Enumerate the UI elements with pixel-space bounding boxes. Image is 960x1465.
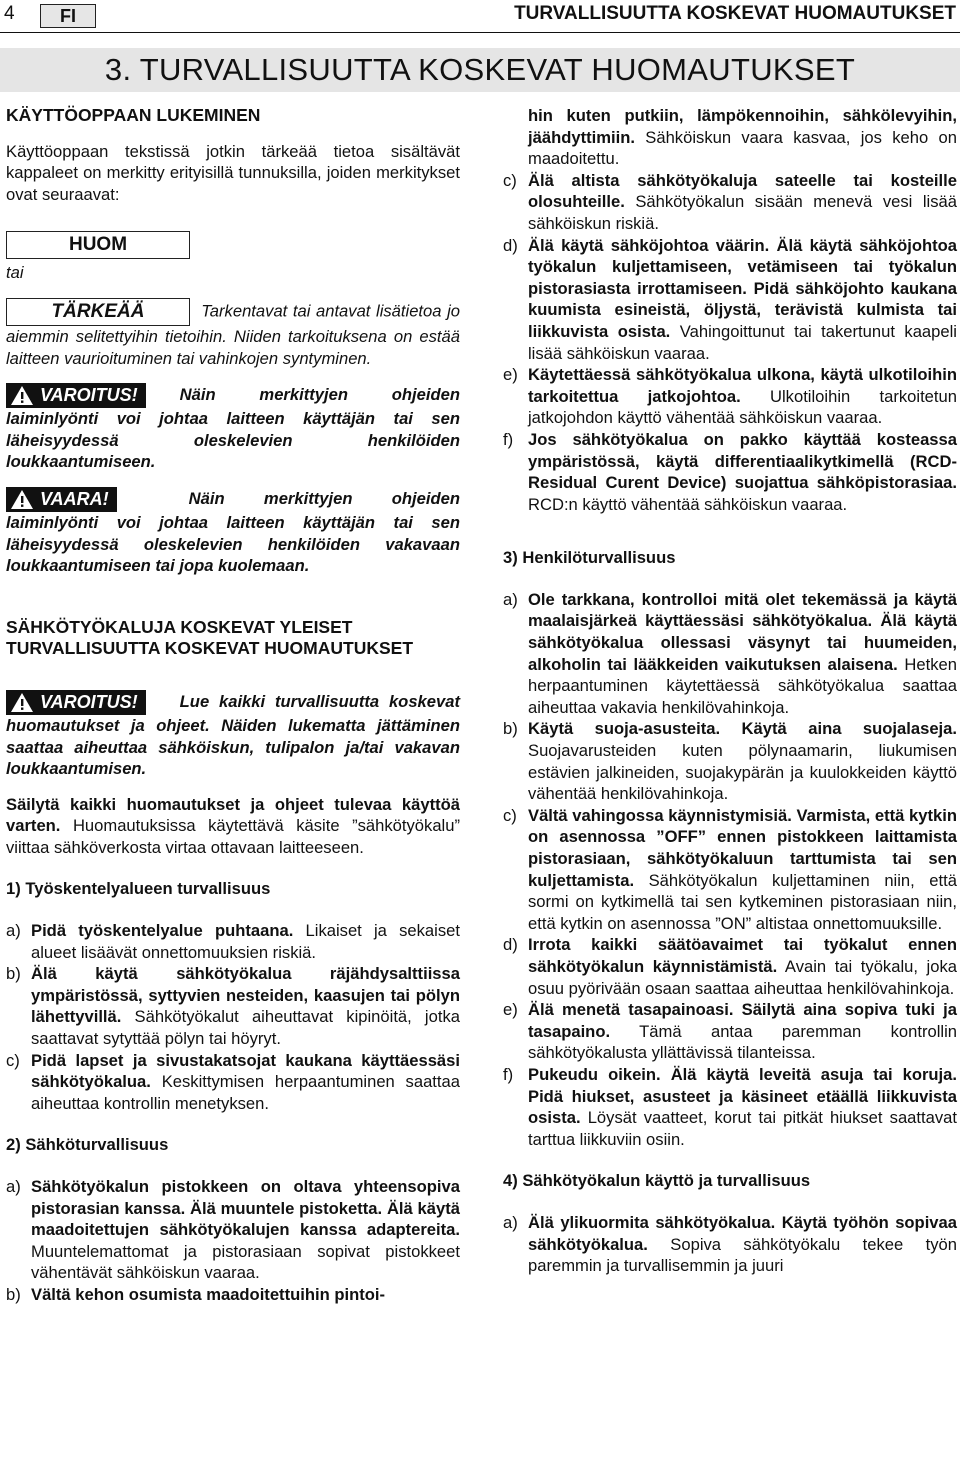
section-4-title: 4) Sähkötyökalun käyttö ja turvallisuus [503, 1171, 811, 1191]
section-2-list [6, 1176, 460, 1306]
huom-label-box: HUOM [6, 231, 190, 259]
reading-intro: Käyttöoppaan tekstissä jotkin tärkeää tietoa sisältävät kappaleet on merkitty erityisillä tunnuksilla, joiden merkitykset ovat seuraavat: [6, 141, 460, 204]
warning-icon [10, 692, 34, 713]
section-3-title: 3) Henkilöturvallisuus [503, 548, 676, 568]
warning-icon [10, 385, 34, 406]
list-item: b) Käytä suoja-asusteita. Käytä aina suojalaseja. Suojavarusteiden kuten pölynaamarin, liukumisen estävien jalkineiden, suojakypärän ja kuulokkeiden käyttö vähentää henkilövahinkoja. [503, 719, 957, 804]
list-item: c) Vältä vahingossa käynnistymisiä. Varmista, että kytkin on asennossa ”OFF” ennen pistokkeen laittamista pistorasiaan, sähkötyökaluun tarttumista tai sen kuljettamista. Sähkötyökalun kuljettaminen niin, että sormi on kytkimellä tai sen kytkeminen pistorasiaan niin, että kytkin on asennossa ”ON” altistaa onnettomuuksille. [503, 805, 957, 933]
tarkeaa-text: Tarkentavat tai antavat lisätietoa jo aiemmin selitettyihin tietoihin. Niiden tarkoituksena on estää laitteen vaurioituminen tai vahinkojen syntyminen. [6, 301, 460, 368]
varoitus-label: VAROITUS! [6, 383, 146, 408]
warning-icon [10, 489, 34, 510]
general-warning-label: VAROITUS! [6, 690, 146, 715]
page-number: 4 [4, 3, 15, 24]
list-item: e) Käytettäessä sähkötyökalua ulkona, käytä ulkotiloihin tarkoitettua jatkojohtoa. Ulkotiloihin tarkoitetun jatkojohdon käyttö vähentää sähköiskun vaaraa. [503, 365, 957, 428]
varoitus-text: Näin merkittyjen ohjeiden laiminlyönti voi johtaa laitteen käyttäjän tai sen läheisyydessä oleskelevien henkilöiden loukkaantumiseen. [6, 385, 460, 472]
list-item: f) Jos sähkötyökalua on pakko käyttää kosteassa ympäristössä, käytä differentiaalikytkimellä (RCD-Residual Curent Device) suojattua sähköpistorasiaa. RCD:n käyttö vähentää sähköiskun vaaraa. [503, 429, 957, 514]
list-item: c) Älä altista sähkötyökaluja sateelle tai kosteille olosuhteille. Sähkötyökalun sisään menevä vesi lisää sähköiskun riskiä. [503, 170, 957, 233]
list-item: a) Ole tarkkana, kontrolloi mitä olet tekemässä ja käytä maalaisjärkeä käyttäessäsi sähkötyökalua. Älä käytä sähkötyökalua ollessasi väsynyt tai huumeiden, alkoholin tai lääkkeiden vaikutuksen alaisena. Hetken herpaantuminen käytettäessä sähkötyökalua saattaa aiheuttaa vakavia henkilövahinkoja. [503, 589, 957, 717]
language-badge: FI [40, 4, 96, 28]
list-item: a) Sähkötyökalun pistokkeen on oltava yhteensopiva pistorasian kanssa. Älä muuntele pistoketta. Älä käytä maadoitettujen sähkötyökalujen kanssa adaptereita. Muuntelemattomat ja pistorasiaan sopivat pistokkeet vähentävät sähköiskun vaaraa. [6, 1177, 460, 1283]
list-item: b) Vältä kehon osumista maadoitettuihin pintoi- [6, 1284, 386, 1304]
list-item: c) Pidä lapset ja sivustakatsojat kaukana käyttäessäsi sähkötyökalua. Keskittymisen herpaantuminen saattaa aiheuttaa kontrollin menetyksen. [6, 1050, 460, 1113]
list-item: a) Älä ylikuormita sähkötyökalua. Käytä työhön sopivaa sähkötyökalua. Sopiva sähkötyökalu tekee työn paremmin ja turvallisemmin ja juuri [503, 1212, 957, 1276]
vaara-text: Näin merkittyjen ohjeiden laiminlyönti voi johtaa laitteen käyttäjän tai sen läheisyydessä oleskelevien henkilöiden vakavaan loukkaantumiseen tai jopa kuolemaan. [6, 488, 460, 576]
section-2-title: 2) Sähköturvallisuus [6, 1135, 169, 1155]
list-item: a) Pidä työskentelyalue puhtaana. Likaiset ja sekaiset alueet lisäävät onnettomuuksien riskiä. [6, 921, 460, 962]
header-divider [0, 32, 960, 33]
section-1-title: 1) Työskentelyalueen turvallisuus [6, 879, 271, 899]
right-column [503, 105, 957, 1277]
header-title: TURVALLISUUTTA KOSKEVAT HUOMAUTUKSET [514, 3, 956, 24]
general-heading: SÄHKÖTYÖKALUJA KOSKEVAT YLEISET TURVALLISUUTTA KOSKEVAT HUOMAUTUKSET [6, 616, 414, 659]
list-item: d) Älä käytä sähköjohtoa väärin. Älä käytä sähköjohtoa työkalun kuljettamiseen, vetämiseen tai työkalun pistorasiasta irrottamiseen. Pidä sähköjohto kaukana kuumista esineistä, öljystä, terävistä kulmista tai liikkuvista osista. Vahingoittunut tai takertunut kaapeli lisää sähköiskun vaaraa. [503, 235, 957, 363]
page-header [0, 0, 960, 32]
vaara-label: VAARA! [6, 487, 117, 512]
list-item: e) Älä menetä tasapainoasi. Säilytä aina sopiva tuki ja tasapaino. Tämä antaa paremman kontrollin sähkötyökalusta yllättävissä tilanteissa. [503, 1000, 957, 1063]
tarkeaa-label-box: TÄRKEÄÄ [6, 298, 190, 326]
left-column [6, 105, 460, 1306]
list-item: b) Älä käytä sähkötyökalua räjähdysalttiissa ympäristössä, syttyvien nesteiden, kaasujen tai pölyn lähettyvillä. Sähkötyökalut aiheuttavat kipinöitä, jotka saattavat sytyttää pölyn tai höyryt. [6, 964, 460, 1049]
reading-heading: KÄYTTÖOPPAAN LUKEMINEN [6, 105, 261, 125]
section-1-list [6, 920, 460, 1114]
chapter-title: 3. TURVALLISUUTTA KOSKEVAT HUOMAUTUKSET [0, 48, 960, 92]
section-4-list [503, 1212, 957, 1277]
general-warning-text: Lue kaikki turvallisuutta koskevat huomautukset ja ohjeet. Näiden lukematta jättäminen saattaa aiheuttaa sähköiskun, tulipalon ja/tai vakavan loukkaantumisen. [6, 691, 460, 779]
list-item: d) Irrota kaikki säätöavaimet tai työkalut ennen sähkötyökalun käynnistämistä. Avain tai työkalu, joka osuu pyörivään osaan saattaa aiheuttaa henkilövahinkoja. [503, 935, 957, 998]
section-3-list [503, 589, 957, 1150]
keep-instructions: Säilytä kaikki huomautukset ja ohjeet tulevaa käyttöä varten. Huomautuksissa käytettävä käsite ”sähkötyökalu” viittaa sähköverkosta virtaa ottavaan laitteeseen. [6, 794, 460, 857]
section-2-continued: hin kuten putkiin, lämpökennoihin, sähkölevyihin, jäähdyttimiin. Sähköiskun vaara kasvaa, jos keho on maadoitettu. [528, 106, 957, 169]
list-item: f) Pukeudu oikein. Älä käytä leveitä asuja tai koruja. Pidä hiukset, asusteet ja käsineet etäällä liikkuvista osista. Löysät vaatteet, korut tai pitkät hiukset saattavat tarttua liikkuviin osiin. [503, 1064, 957, 1149]
tai-text: tai [6, 263, 24, 283]
